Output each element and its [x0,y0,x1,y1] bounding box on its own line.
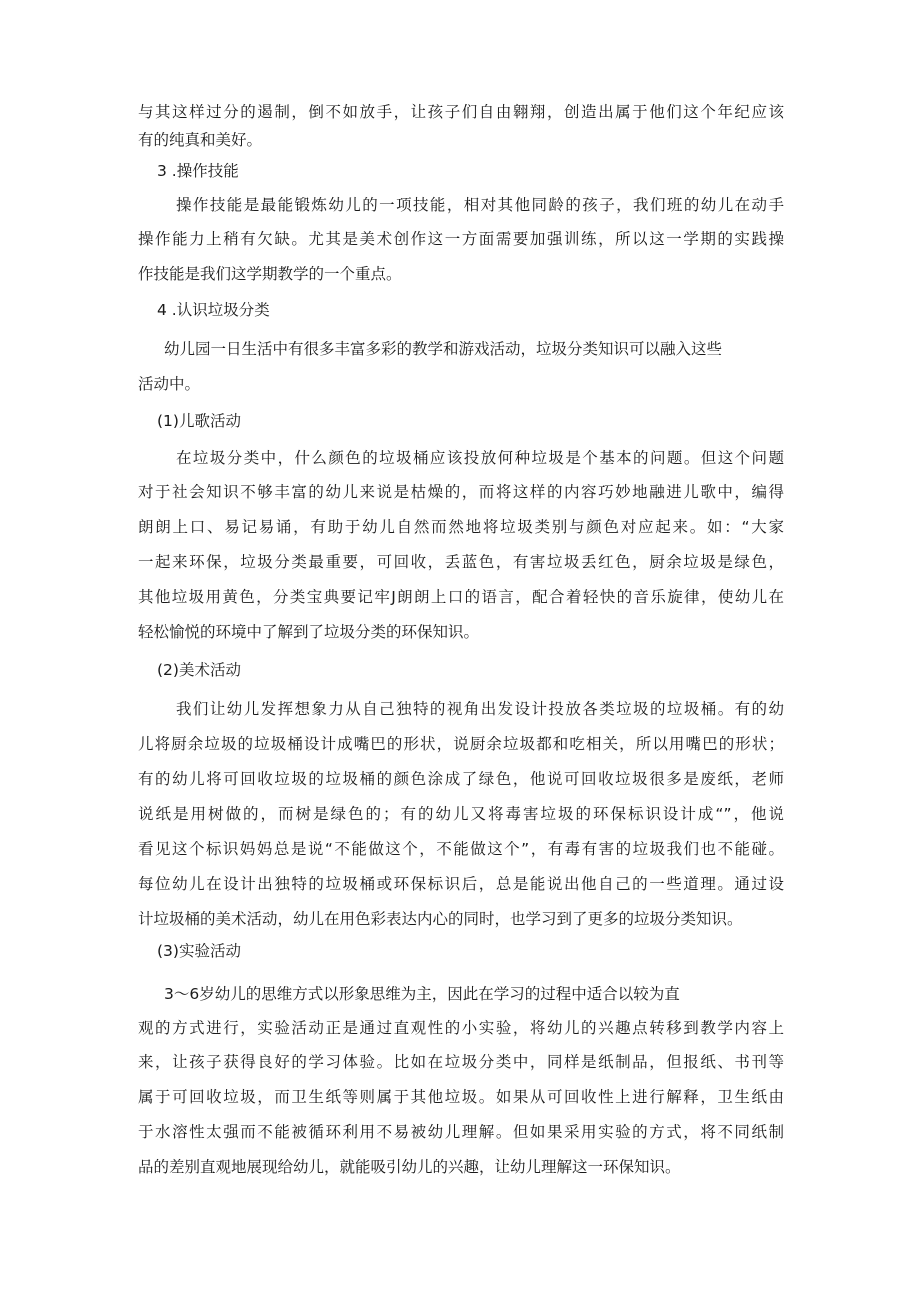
body-line: 来，让孩子获得良好的学习体验。比如在垃圾分类中，同样是纸制品，但报纸、书刊等 [138,1053,784,1071]
body-line: 对于社会知识不够丰富的幼儿来说是枯燥的，而将这样的内容巧妙地融进儿歌中，编得 [138,483,784,501]
body-line: 操作能力上稍有欠缺。尤其是美术创作这一方面需要加强训练，所以这一学期的实践操 [138,230,784,248]
section-heading: 3 .操作技能 [157,162,239,180]
body-line: 幼儿园一日生活中有很多丰富多彩的教学和游戏活动，垃圾分类知识可以融入这些 [164,340,723,358]
body-line: 3〜6岁幼儿的思维方式以形象思维为主，因此在学习的过程中适合以较为直 [164,985,680,1003]
body-line: 品的差别直观地展现给幼儿，就能吸引幼儿的兴趣，让幼儿理解这一环保知识。 [138,1158,681,1176]
body-line: 说纸是用树做的，而树是绿色的；有的幼儿又将毒害垃圾的环保标识设计成“”，他说 [138,805,784,823]
body-line: 活动中。 [138,375,201,393]
subsection-heading: (1)儿歌活动 [157,412,241,430]
body-line: 每位幼儿在设计出独特的垃圾桶或环保标识后，总是能说出他自己的一些道理。通过设 [138,875,784,893]
body-line: 儿将厨余垃圾的垃圾桶设计成嘴巴的形状，说厨余垃圾都和吃相关，所以用嘴巴的形状； [138,735,784,753]
body-line: 一起来环保，垃圾分类最重要，可回收，丢蓝色，有害垃圾丢红色，厨余垃圾是绿色， [138,553,784,571]
body-line: 看见这个标识妈妈总是说“不能做这个，不能做这个”，有毒有害的垃圾我们也不能碰。 [138,840,784,858]
subsection-heading: (3)实验活动 [157,942,241,960]
body-line: 我们让幼儿发挥想象力从自己独特的视角出发设计投放各类垃圾的垃圾桶。有的幼 [176,700,784,718]
subsection-heading: (2)美术活动 [157,661,241,679]
body-line: 属于可回收垃圾，而卫生纸等则属于其他垃圾。如果从可回收性上进行解释，卫生纸由 [138,1088,784,1106]
body-line: 操作技能是最能锻炼幼儿的一项技能，相对其他同龄的孩子，我们班的幼儿在动手 [176,196,784,214]
body-line: 作技能是我们这学期教学的一个重点。 [138,265,402,283]
body-line: 朗朗上口、易记易诵，有助于幼儿自然而然地将垃圾类别与颜色对应起来。如：“大家 [138,518,784,536]
body-line: 有的纯真和美好。 [138,131,263,149]
body-line: 有的幼儿将可回收垃圾的垃圾桶的颜色涂成了绿色，他说可回收垃圾很多是废纸，老师 [138,770,784,788]
body-line: 在垃圾分类中，什么颜色的垃圾桶应该投放何种垃圾是个基本的问题。但这个问题 [176,449,784,467]
section-heading: 4 .认识垃圾分类 [157,301,270,319]
body-line: 观的方式进行，实验活动正是通过直观性的小实验，将幼儿的兴趣点转移到教学内容上 [138,1019,784,1037]
body-line: 计垃圾桶的美术活动，幼儿在用色彩表达内心的同时，也学习到了更多的垃圾分类知识。 [138,910,743,928]
body-line: 与其这样过分的遏制，倒不如放手，让孩子们自由翱翔，创造出属于他们这个年纪应该 [138,103,784,121]
body-line: 轻松愉悦的环境中了解到了垃圾分类的环保知识。 [138,623,480,641]
body-line: 其他垃圾用黄色，分类宝典要记牢J朗朗上口的语言，配合着轻快的音乐旋律，使幼儿在 [138,588,784,606]
body-line: 于水溶性太强而不能被循环利用不易被幼儿理解。但如果采用实验的方式，将不同纸制 [138,1123,784,1141]
